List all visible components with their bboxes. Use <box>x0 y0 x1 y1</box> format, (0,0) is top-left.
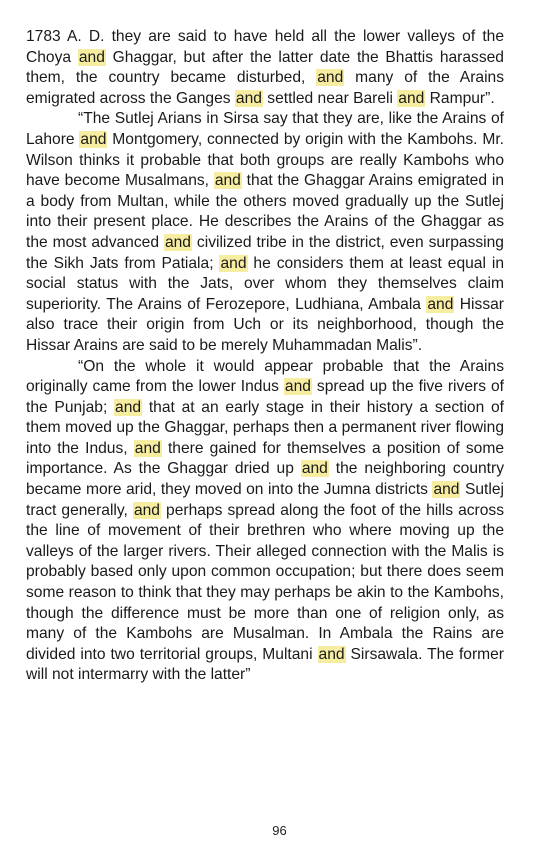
text-run: civilized tribe in the district, even surpassing the Sikh Jats from Patiala; <box>26 233 504 272</box>
highlighted-word: and <box>398 89 425 107</box>
text-run: “The Sutlej Arians in Sirsa say that they are, like the Arains of Lahore <box>26 110 504 148</box>
highlighted-word: and <box>214 172 241 190</box>
highlighted-word: and <box>235 89 262 107</box>
highlighted-word: and <box>164 233 191 251</box>
paragraph <box>26 27 504 109</box>
highlighted-word: and <box>220 254 247 272</box>
text-run: 1783 A. D. they are said to have held all the lower valleys of the Choya <box>26 28 504 66</box>
text-run: Sutlej tract generally, <box>26 481 504 519</box>
text-run: Sirsawala. The former will not intermarry with the latter” <box>26 645 504 684</box>
text-run: the neighboring country became more arid, they moved on into the Jumna districts <box>26 460 504 499</box>
highlighted-word: and <box>115 398 142 416</box>
text-run: Ghaggar, but after the latter date the Bhattis harassed them, the country became disturbed, <box>26 48 504 87</box>
highlighted-word: and <box>433 481 460 499</box>
text-run: he considers them at least equal in social status with the Jats, over whom they themselves claim superiority. The Arains of Ferozepore, Ludhiana, Ambala <box>26 254 504 313</box>
text-run: Rampur”. <box>425 89 495 107</box>
page-number: 96 <box>272 823 287 838</box>
highlighted-word: and <box>80 130 107 148</box>
text-run: “On the whole it would appear probable that the Arains originally came from the lower Indus <box>26 357 504 396</box>
text-run: spread up the five rivers of the Punjab; <box>26 378 504 416</box>
highlighted-word: and <box>318 645 345 663</box>
text-run: Hissar also trace their origin from Uch or its neighborhood, though the Hissar Arains are said to be merely Muhammadan Malis”. <box>26 295 504 354</box>
text-run: there gained for themselves a position of some importance. As the Ghaggar dried up <box>26 439 505 478</box>
highlighted-word: and <box>427 295 454 313</box>
paragraph <box>26 109 504 356</box>
text-run: settled near Bareli <box>262 89 398 107</box>
text-run: that at an early stage in their history a section of them moved up the Ghaggar, perhaps then a permanent river flowing into the Indus, <box>26 398 504 457</box>
highlighted-word: and <box>133 501 160 519</box>
highlighted-word: and <box>78 48 105 66</box>
paragraph <box>26 357 504 687</box>
highlighted-word: and <box>134 439 161 457</box>
highlighted-word: and <box>317 69 344 87</box>
text-run: many of the Arains emigrated across the Ganges <box>26 69 505 107</box>
highlighted-word: and <box>301 460 328 478</box>
document-page <box>26 27 504 686</box>
highlighted-word: and <box>284 378 311 396</box>
text-run: perhaps spread along the foot of the hills across the line of movement of their brethren who where moving up the valleys of the larger rivers. Their alleged connection with the Malis is probably based only upon common occupation; but there does seem some reason to think that they may perhaps be akin to the Kambohs, though the difference must be more than one of religion only, as many of the Kambohs are Musalman. In Ambala the Rains are divided into two territorial groups, Multani <box>26 501 504 663</box>
text-run: that the Ghaggar Arains emigrated in a body from Multan, while the others moved gradually up the Sutlej into their present place. He describes the Arains of the Ghaggar as the most advanced <box>26 172 504 251</box>
text-run: Montgomery, connected by origin with the Kambohs. Mr. Wilson thinks it probable that both groups are really Kambohs who have become Musalmans, <box>26 130 505 190</box>
body-text <box>26 27 504 686</box>
